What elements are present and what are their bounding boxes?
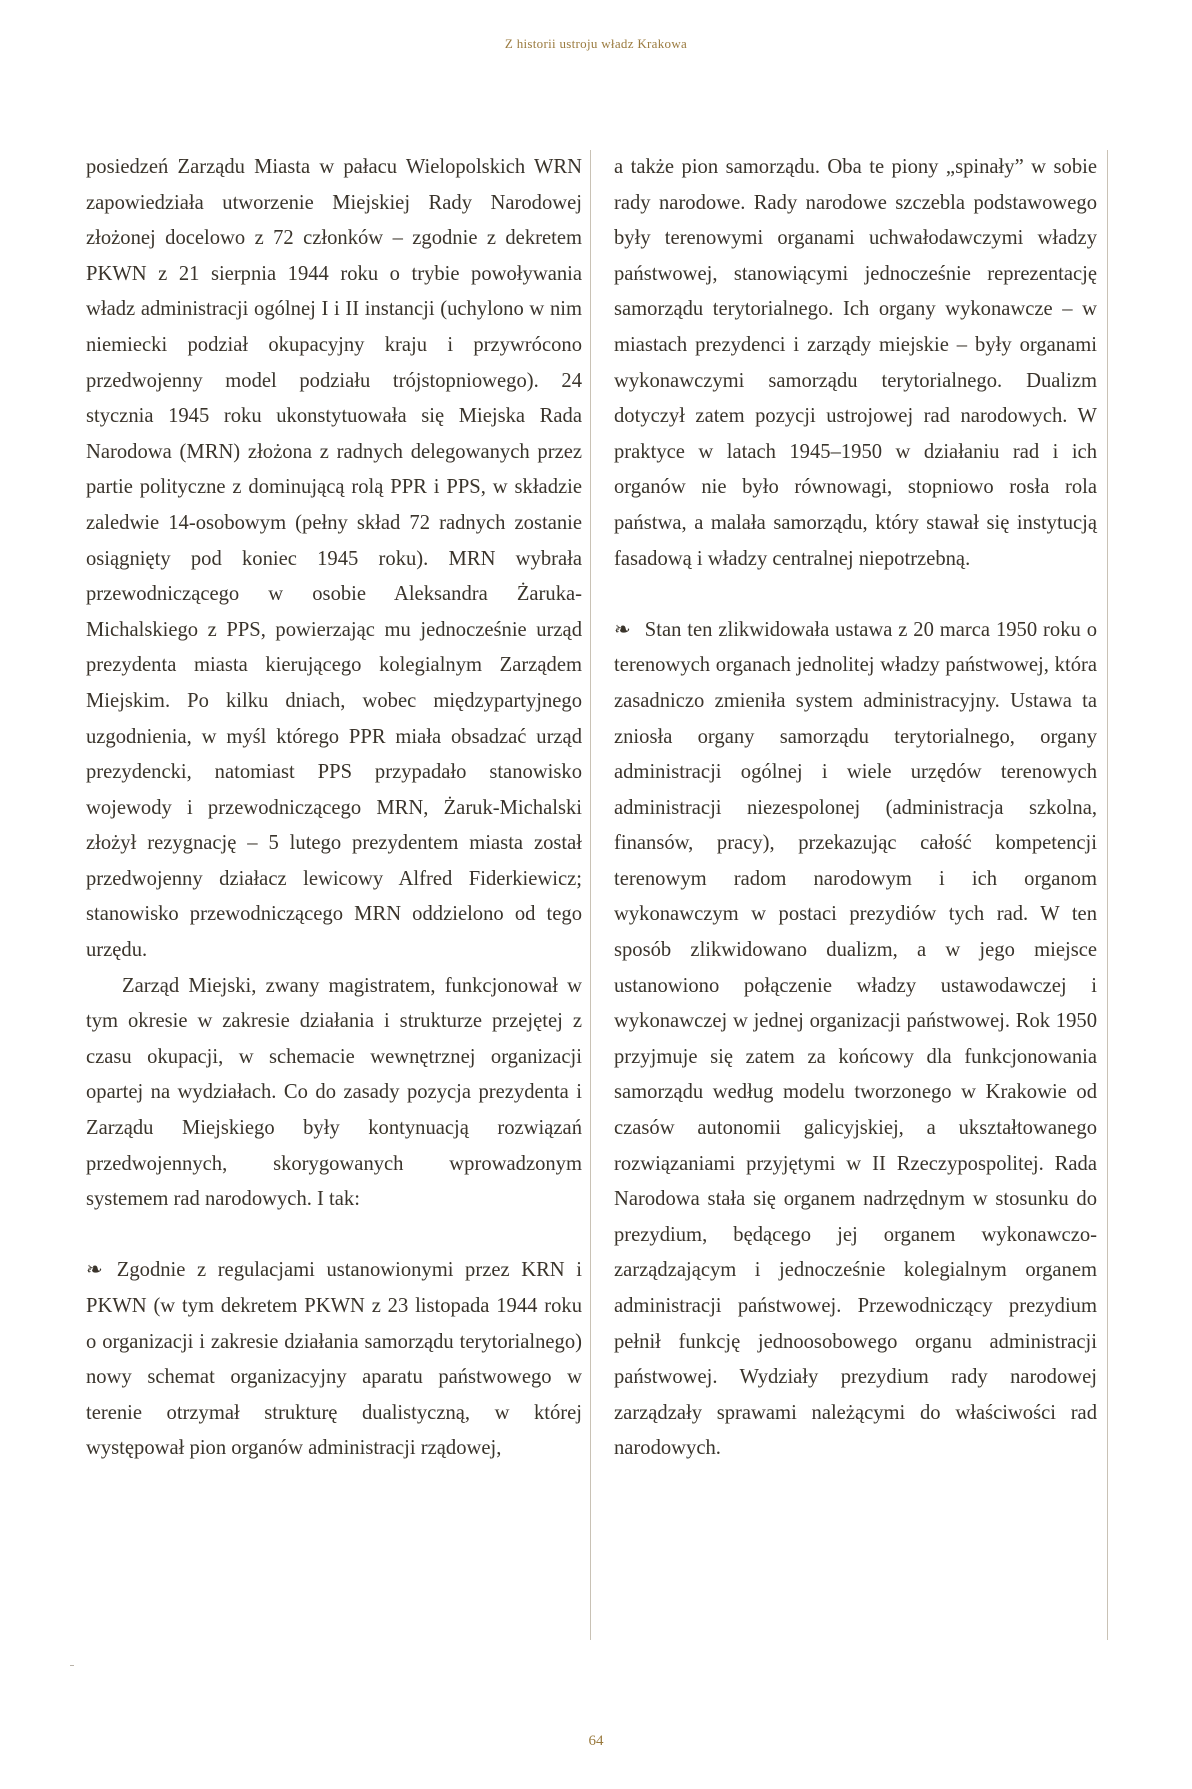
left-column [86, 150, 591, 1640]
paragraph-text: Zgodnie z regulacjami ustanowionymi przez KRN i PKWN (w tym dekretem PKWN z 23 listopada 1944 roku o organizacji i zakresie działania samorządu terytorialnego) nowy schemat organizacyjny aparatu państwowego w terenie otrzymał strukturę dualistyczną, w której występował pion organów administracji rządowej, [86, 1259, 582, 1460]
page-number: 64 [588, 1733, 604, 1749]
paragraph: Zarząd Miejski, zwany magistratem, funkcjonował w tym okresie w zakresie działania i strukturze przejętej z czasu okupacji, w schemacie wewnętrznej organizacji opartej na wydziałach. Co do zasady pozycja prezydenta i Zarządu Miejskiego były kontynuacją rozwiązań przedwojennych, skorygowanych wprowadzonym systemem rad narodowych. I tak: [86, 974, 582, 1211]
bullet-paragraph [86, 1253, 582, 1467]
paragraph-text: Stan ten zlikwidowała ustawa z 20 marca 1950 roku o terenowych organach jednolitej władzy państwowej, która zasadniczo zmieniła system administracyjny. Ustawa ta zniosła organy samorządu terytorialnego, organy administracji ogólnej i wiele urzędów terenowych administracji niezespolonej (administracja szkolna, finansów, pracy), przekazując całość kompetencji terenowym radom narodowym i ich organom wykonawczym w postaci prezydiów tych rad. W ten sposób zlikwidowano dualizm, a w jego miejsce ustanowiono połączenie władzy ustawodawczej i wykonawczej w jednej organizacji państwowej. Rok 1950 przyjmuje się zatem za końcowy dla funkcjonowania samorządu według modelu tworzonego w Krakowie od czasów autonomii galicyjskiej, a ukształtowanego rozwiązaniami przyjętymi w II Rzeczypospolitej. Rada Narodowa stała się organem nadrzędnym w stosunku do prezydium, będącego jej organem wykonawczo-zarządzającym i jednocześnie kolegialnym organem administracji państwowej. Przewodniczący prezydium pełnił funkcję jednoosobowego organu administracji państwowej. Wydziały prezydium rady narodowej zarządzały sprawami należącymi do właściwości rad narodowych. [614, 618, 1097, 1460]
paragraph: a także pion samorządu. Oba te piony „spinały” w sobie rady narodowe. Rady narodowe szczebla podstawowego były terenowymi organami uchwałodawczymi władzy państwowej, stanowiącymi jednocześnie reprezentację samorządu terytorialnego. Ich organy wykonawcze – w miastach prezydenci i zarządy miejskie – były organami wykonawczymi samorządu terytorialnego. Dualizm dotyczył zatem pozycji ustrojowej rad narodowych. W praktyce w latach 1945–1950 w działaniu rad i ich organów nie było równowagi, stopniowo rosła rola państwa, a malała samorządu, który stawał się instytucją fasadową i władzy centralnej niepotrzebną. [614, 156, 1097, 570]
margin-mark [70, 1665, 74, 1666]
bullet-paragraph [614, 613, 1097, 1467]
fleuron-icon: ❧ [86, 1259, 103, 1282]
right-column [614, 150, 1108, 1640]
fleuron-icon: ❧ [614, 618, 631, 641]
running-header: Z historii ustroju władz Krakowa [504, 36, 688, 51]
paragraph: posiedzeń Zarządu Miasta w pałacu Wielopolskich WRN zapowiedziała utworzenie Miejskiej Rady Narodowej złożonej docelowo z 72 członków – zgodnie z dekretem PKWN z 21 sierpnia 1944 roku o trybie powoływania władz administracji ogólnej I i II instancji (uchylono w nim niemiecki podział okupacyjny kraju i przywrócono przedwojenny model podziału trójstopniowego). 24 stycznia 1945 roku ukonstytuowała się Miejska Rada Narodowa (MRN) złożona z radnych delegowanych przez partie polityczne z dominującą rolą PPR i PPS, w składzie zaledwie 14-osobowym (pełny skład 72 radnych zostanie osiągnięty pod koniec 1945 roku). MRN wybrała przewodniczącego w osobie Aleksandra Żaruka-Michalskiego z PPS, powierzając mu jednocześnie urząd prezydenta miasta kierującego kolegialnym Zarządem Miejskim. Po kilku dniach, wobec międzypartyjnego uzgodnienia, w myśl którego PPR miała obsadzać urząd prezydencki, natomiast PPS przypadało stanowisko wojewody i przewodniczącego MRN, Żaruk-Michalski złożył rezygnację – 5 lutego prezydentem miasta został przedwojenny działacz lewicowy Alfred Fiderkiewicz; stanowisko przewodniczącego MRN oddzielono od tego urzędu. [86, 156, 582, 962]
